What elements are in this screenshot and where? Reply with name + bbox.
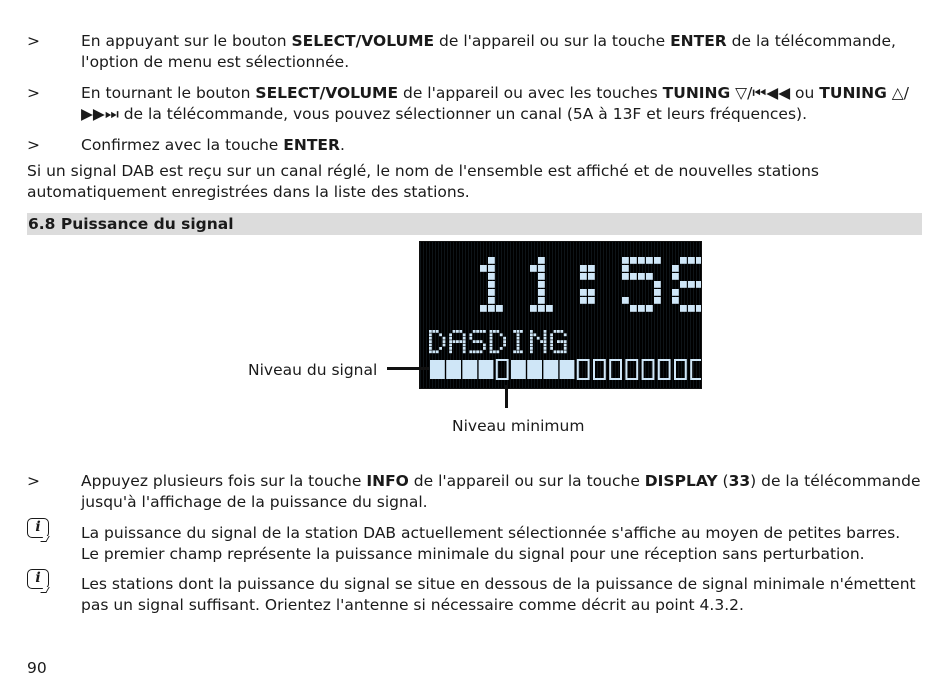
- signal-block-filled: [479, 360, 494, 379]
- signal-block-filled: [527, 360, 542, 379]
- step-text: Confirmez avec la touche ENTER.: [81, 136, 345, 154]
- signal-block-empty: [626, 360, 637, 379]
- minimum-level-label: Niveau minimum: [452, 417, 585, 435]
- step-info: [27, 471, 922, 513]
- minimum-level-pointer: [505, 385, 508, 408]
- display-station-name: [429, 330, 567, 353]
- step-text: En appuyant sur le bouton SELECT/VOLUME de l'appareil ou sur la touche ENTER de la télécommande, l'option de menu est sélectionnée.: [81, 32, 896, 71]
- signal-block-filled: [446, 360, 461, 379]
- step-text: Appuyez plusieurs fois sur la touche INFO de l'appareil ou sur la touche DISPLAY (33) de la télécommande jusqu'à l'affichage de la puissance du signal.: [81, 472, 921, 511]
- step-marker: >: [27, 32, 40, 50]
- step-marker: >: [27, 472, 40, 490]
- note-signal-bars: [27, 523, 922, 565]
- step-select: [27, 31, 922, 73]
- info-icon: i: [27, 518, 49, 538]
- step-tuning: [27, 83, 922, 125]
- signal-block-filled: [511, 360, 526, 379]
- note-weak-stations: [27, 574, 922, 616]
- intro-paragraph: Si un signal DAB est reçu sur un canal réglé, le nom de l'ensemble est affiché et de nouvelles stations automatiquement enregistrées dans la liste des stations.: [27, 162, 819, 201]
- signal-block-filled: [560, 360, 575, 379]
- page-number: 90: [27, 659, 47, 677]
- radio-display: [419, 241, 702, 389]
- step-marker: >: [27, 84, 40, 102]
- signal-level-pointer: [387, 367, 429, 370]
- note-text: La puissance du signal de la station DAB actuellement sélectionnée s'affiche au moyen de petites barres. Le premier champ représente la puissance minimale du signal pour une réception sans perturbation.: [81, 524, 901, 563]
- signal-block-filled: [462, 360, 477, 379]
- signal-level-label: Niveau du signal: [248, 361, 378, 379]
- note-text: Les stations dont la puissance du signal se situe en dessous de la puissance de signal minimale n'émettent pas un signal suffisant. Orientez l'antenne si nécessaire comme décrit au point 4.3.2.: [81, 575, 916, 614]
- signal-block-filled: [430, 360, 445, 379]
- display-screen: [420, 242, 702, 389]
- signal-block-filled: [543, 360, 558, 379]
- info-icon: i: [27, 569, 49, 589]
- section-heading: [27, 213, 922, 235]
- step-confirm: [27, 135, 922, 156]
- section-title: 6.8 Puissance du signal: [28, 215, 234, 233]
- step-text: En tournant le bouton SELECT/VOLUME de l'appareil ou avec les touches TUNING ▽/⏮◀◀ ou TUNING △/▶▶⏭ de la télécommande, vous pouvez sélectionner un canal (5A à 13F et leurs fréquences).: [81, 84, 909, 123]
- step-marker: >: [27, 136, 40, 154]
